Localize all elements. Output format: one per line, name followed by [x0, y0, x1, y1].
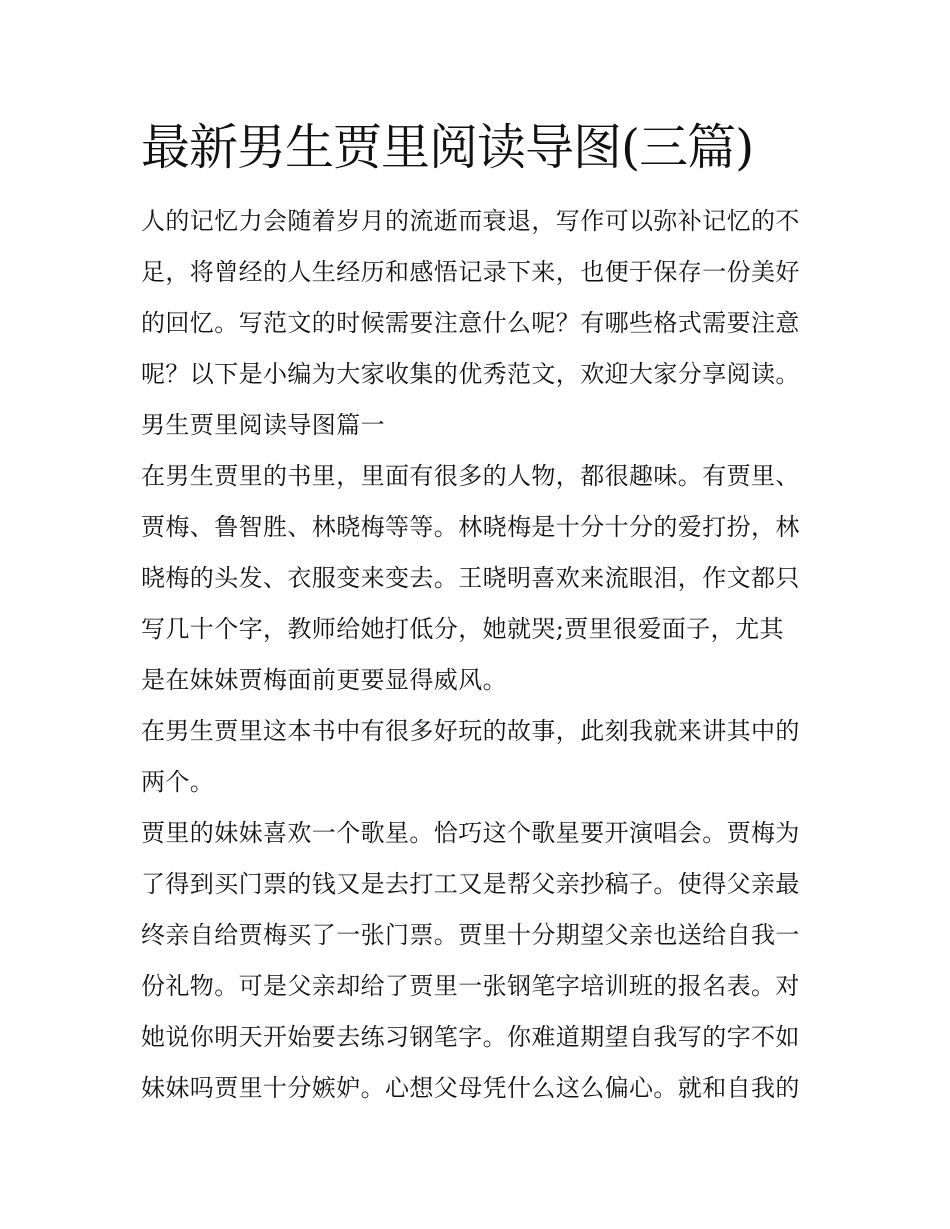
body-line: 呢？以下是小编为大家收集的优秀范文，欢迎大家分享阅读。 [141, 360, 800, 388]
body-line: 的回忆。写范文的时候需要注意什么呢？有哪些格式需要注意 [141, 309, 800, 337]
document-content [141, 112, 821, 1114]
body-line: 人的记忆力会随着岁月的流逝而衰退，写作可以弥补记忆的不 [141, 207, 800, 235]
body-line: 贾里的妹妹喜欢一个歌星。恰巧这个歌星要开演唱会。贾梅为 [141, 819, 800, 847]
body-line: 了得到买门票的钱又是去打工又是帮父亲抄稿子。使得父亲最 [141, 870, 800, 898]
body-line: 两个。 [141, 768, 215, 796]
document-title: 最新男生贾里阅读导图(三篇) [141, 119, 754, 176]
body-line: 贾梅、鲁智胜、林晓梅等等。林晓梅是十分十分的爱打扮，林 [141, 513, 800, 541]
document-body [141, 196, 821, 1114]
body-line: 在男生贾里的书里，里面有很多的人物，都很趣味。有贾里、 [141, 462, 800, 490]
body-line: 写几十个字，教师给她打低分，她就哭;贾里很爱面子，尤其 [141, 615, 784, 643]
body-line: 在男生贾里这本书中有很多好玩的故事，此刻我就来讲其中的 [141, 717, 800, 745]
body-line: 终亲自给贾梅买了一张门票。贾里十分期望父亲也送给自我一 [141, 921, 800, 949]
body-line: 妹妹吗贾里十分嫉妒。心想父母凭什么这么偏心。就和自我的 [141, 1074, 800, 1102]
body-line: 是在妹妹贾梅面前更要显得威风。 [141, 666, 507, 694]
body-line: 足，将曾经的人生经历和感悟记录下来，也便于保存一份美好 [141, 258, 800, 286]
body-line: 她说你明天开始要去练习钢笔字。你难道期望自我写的字不如 [141, 1023, 800, 1051]
body-line: 份礼物。可是父亲却给了贾里一张钢笔字培训班的报名表。对 [141, 972, 800, 1000]
body-line: 晓梅的头发、衣服变来变去。王晓明喜欢来流眼泪，作文都只 [141, 564, 800, 592]
section-heading: 男生贾里阅读导图篇一 [141, 411, 385, 439]
